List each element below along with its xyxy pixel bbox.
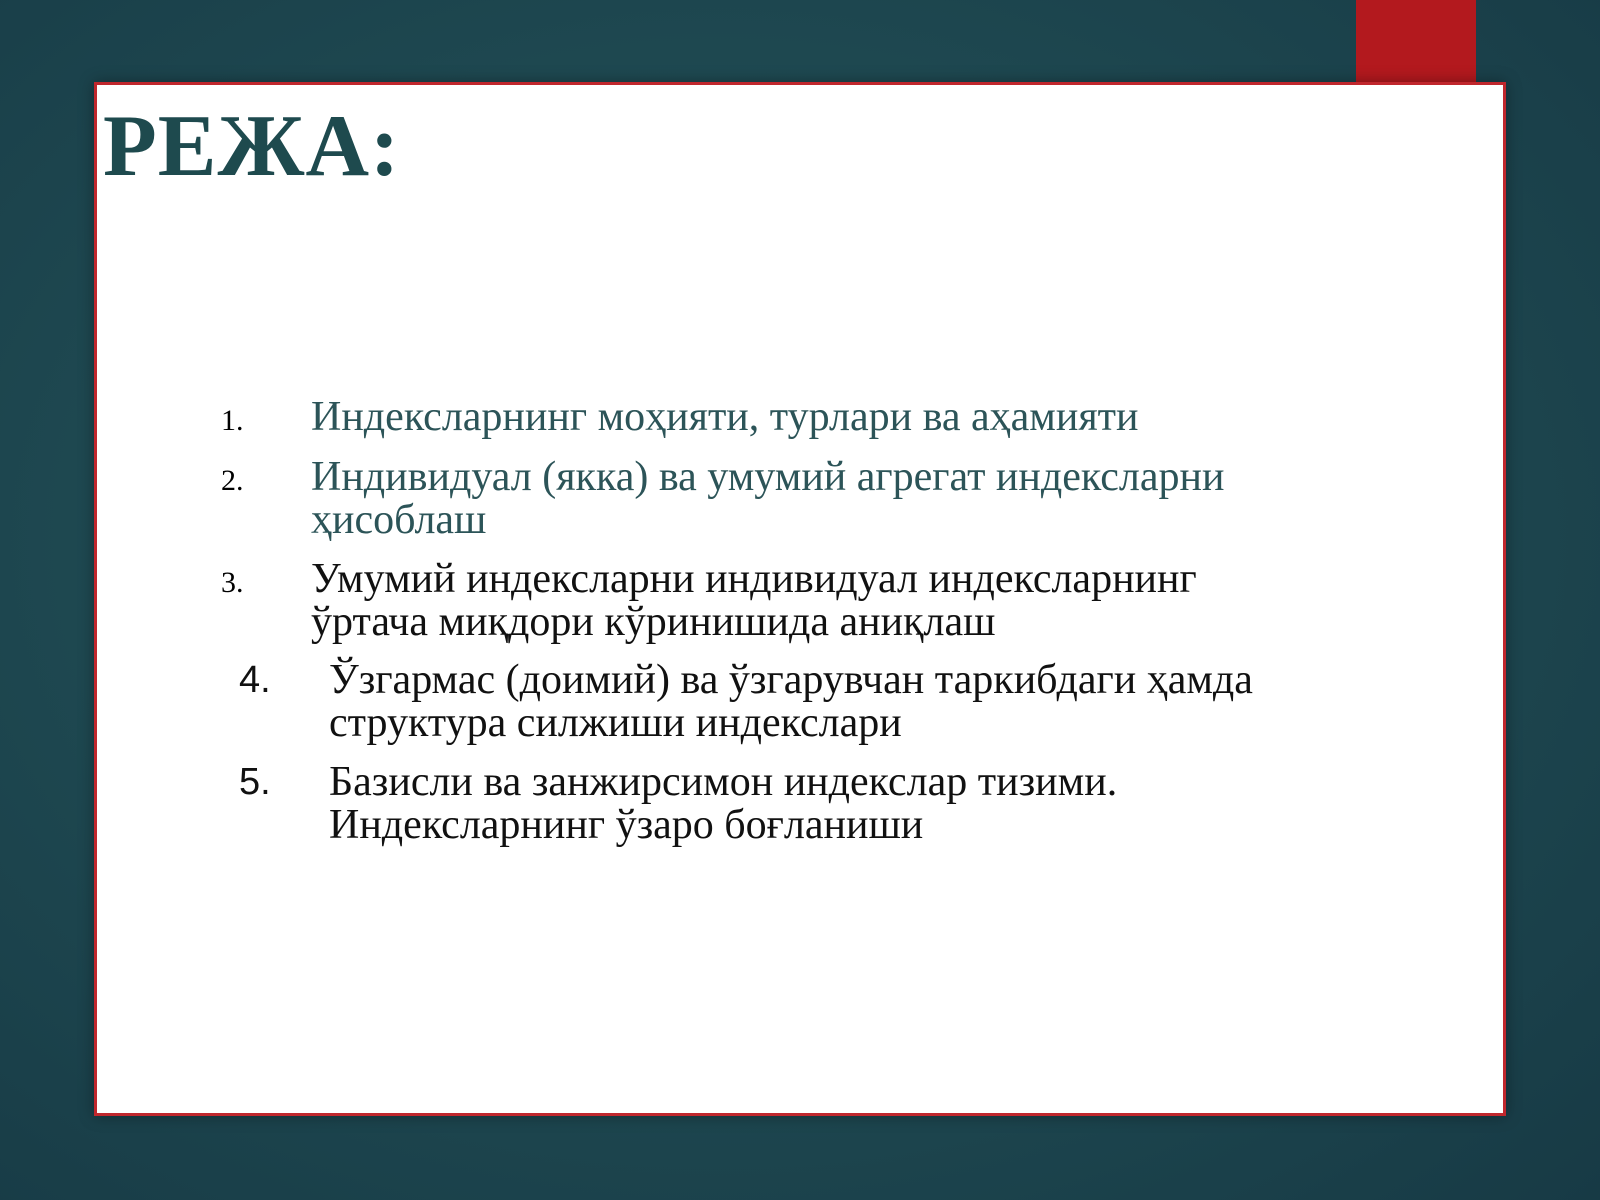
plan-item-text: Индексларнинг моҳияти, турлари ва аҳамияти — [311, 394, 1139, 440]
plan-item-number: 4. — [239, 659, 271, 701]
plan-item-4 — [97, 659, 1397, 745]
plan-item-text: Базисли ва занжирсимон индекслар тизими. Индексларнинг ўзаро боғланиши — [329, 759, 1118, 848]
plan-item-5 — [97, 761, 1397, 847]
plan-item-1 — [97, 396, 1397, 442]
slide-title: РЕЖА: — [103, 98, 401, 195]
plan-item-3 — [97, 558, 1397, 644]
plan-item-number: 2. — [221, 464, 244, 497]
plan-item-text: Ўзгармас (доимий) ва ўзгарувчан таркибдаги ҳамда структура силжиши индекслари — [329, 657, 1253, 746]
plan-item-2 — [97, 456, 1397, 542]
plan-item-number: 5. — [239, 761, 271, 803]
plan-item-text: Умумий индексларни индивидуал индексларнинг ўртача миқдори кўринишида аниқлаш — [311, 556, 1197, 645]
content-card — [94, 82, 1506, 1116]
plan-item-number: 3. — [221, 566, 244, 599]
plan-item-number: 1. — [221, 404, 244, 437]
red-accent-block — [1356, 0, 1476, 84]
plan-list — [97, 85, 1503, 1113]
plan-item-text: Индивидуал (якка) ва умумий агрегат индексларни ҳисоблаш — [311, 454, 1225, 543]
